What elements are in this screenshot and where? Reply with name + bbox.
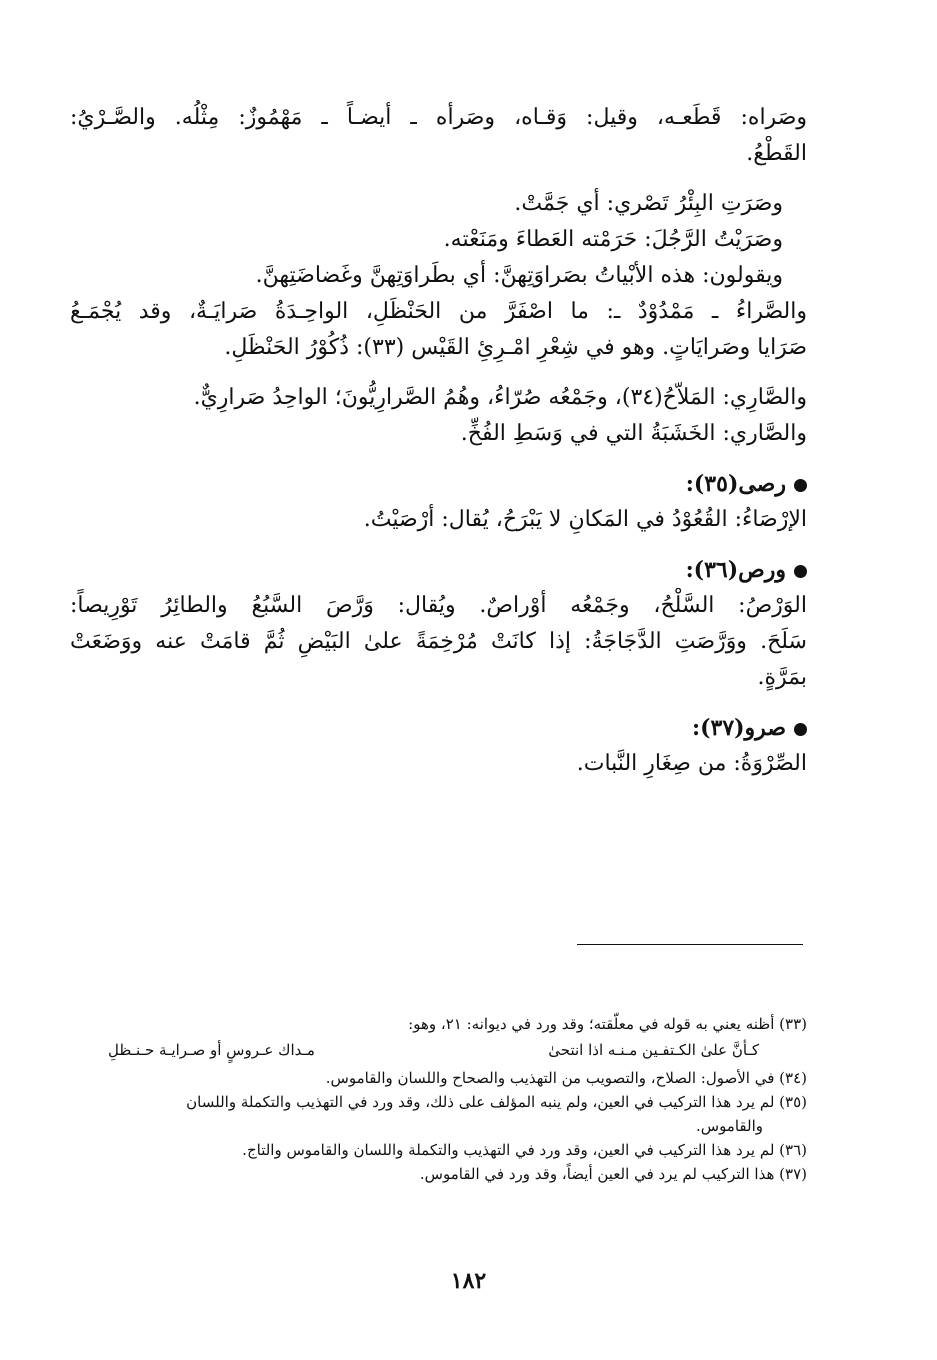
bullet-icon xyxy=(794,723,807,736)
footnote: (٣٧) هذا التركيب لم يرد في العين أيضاً، وقد ورد في القاموس. xyxy=(419,1165,807,1183)
entry-heading xyxy=(70,466,807,502)
text-line: بمَرَّةٍ. xyxy=(757,665,807,690)
entry-heading-text: صرو(٣٧): xyxy=(691,715,786,741)
footnote: (٣٦) لم يرد هذا التركيب في العين، وقد ورد في التهذيب والتكملة واللسان والقاموس والتاج. xyxy=(242,1141,807,1159)
poetry-verse xyxy=(100,1038,807,1062)
text-line: وصَرَيْتُ الرَّجُلَ: حَرَمْته العَطاءَ ومَنَعْته. xyxy=(443,227,783,252)
text-line: سَلَحَ. ووَرَّصَتِ الدَّجَاجَةُ: إذا كانَتْ مُرْخِمَةً علىٰ البَيْضِ ثُمَّ قامَتْ عنه ووَضَعَتْ xyxy=(70,629,807,654)
footnote: (٣٥) لم يرد هذا التركيب في العين، ولم ينبه المؤلف على ذلك، وقد ورد في التهذيب والتكملة واللسان xyxy=(186,1093,807,1111)
text-line: وصَراه: قَطَعـه، وقيل: وَقـاه، وصَرأه ـ أيضـاً ـ مَهْمُوزٌ: مِثْلُه. والصَّـرْيُ: xyxy=(70,105,807,130)
entry-heading-text: رصى(٣٥): xyxy=(685,471,786,497)
verse-second-hemistich: مـداك عـروسٍ أو صـرايـة حـنـظلِ xyxy=(108,1041,315,1059)
entry-heading-text: ورص(٣٦): xyxy=(685,557,786,583)
entry-heading xyxy=(70,710,807,746)
text-line: الصِّرْوَةُ: من صِغَارِ النَّبات. xyxy=(576,751,807,776)
verse-first-hemistich: كـأنَّ علىٰ الكـتفـين مـنـه اذا انتحىٰ xyxy=(548,1041,759,1059)
text-line: وصَرَتِ البِئْرُ تَصْري: أي جَمَّتْ. xyxy=(514,191,783,216)
text-line: صَرَايا وصَرايَاتٍ. وهو في شِعْرِ امْـرِئِ القَيْس (٣٣): ذُكُوْرُ الحَنْظَلِ. xyxy=(224,335,807,360)
text-line: والصَّراءُ ـ مَمْدُوْدٌ ـ: ما اصْفَرَّ من الحَنْظَلِ، الواحِـدَةُ صَرايَـةٌ، وقد يُجْمَـعُ xyxy=(70,299,807,324)
footnote-continuation: والقاموس. xyxy=(695,1117,763,1135)
text-line: والصَّاري: الخَشَبَةُ التي في وَسَطِ الفُخِّ. xyxy=(460,421,807,446)
text-line: القَطْعُ. xyxy=(746,141,807,166)
footnote: (٣٣) أظنه يعني به قوله في معلّقته؛ وقد ورد في ديوانه: ٢١، وهو: xyxy=(408,1015,807,1033)
text-line: الوَرْصُ: السَّلْحُ، وجَمْعُه أوْراصٌ. ويُقال: وَرَّصَ السَّبُعُ والطائِرُ تَوْرِيصاً: xyxy=(70,593,807,618)
bullet-icon xyxy=(794,565,807,578)
entry-heading xyxy=(70,552,807,588)
bullet-icon xyxy=(794,479,807,492)
footnote: (٣٤) في الأصول: الصلاح، والتصويب من التهذيب والصحاح واللسان والقاموس. xyxy=(325,1069,807,1087)
page-number: ١٨٢ xyxy=(450,1268,487,1294)
footnotes xyxy=(100,1012,807,1186)
text-line: والصَّارِي: المَلاّحُ(٣٤)، وجَمْعُه صُرّاءُ، وهُمُ الصَّرارِيُّونَ؛ الواحِدُ صَرارِيٌّ. xyxy=(193,385,807,410)
footnote-divider xyxy=(577,944,803,945)
text-line: الإرْصَاءُ: القُعُوْدُ في المَكانِ لا يَبْرَحُ، يُقال: أرْصَيْتُ. xyxy=(363,507,807,532)
text-line: ويقولون: هذه الأبْياتُ بصَراوَتِهنَّ: أي بطَراوَتِهنَّ وغَضاضَتِهنَّ. xyxy=(255,263,783,288)
main-text xyxy=(70,100,807,782)
